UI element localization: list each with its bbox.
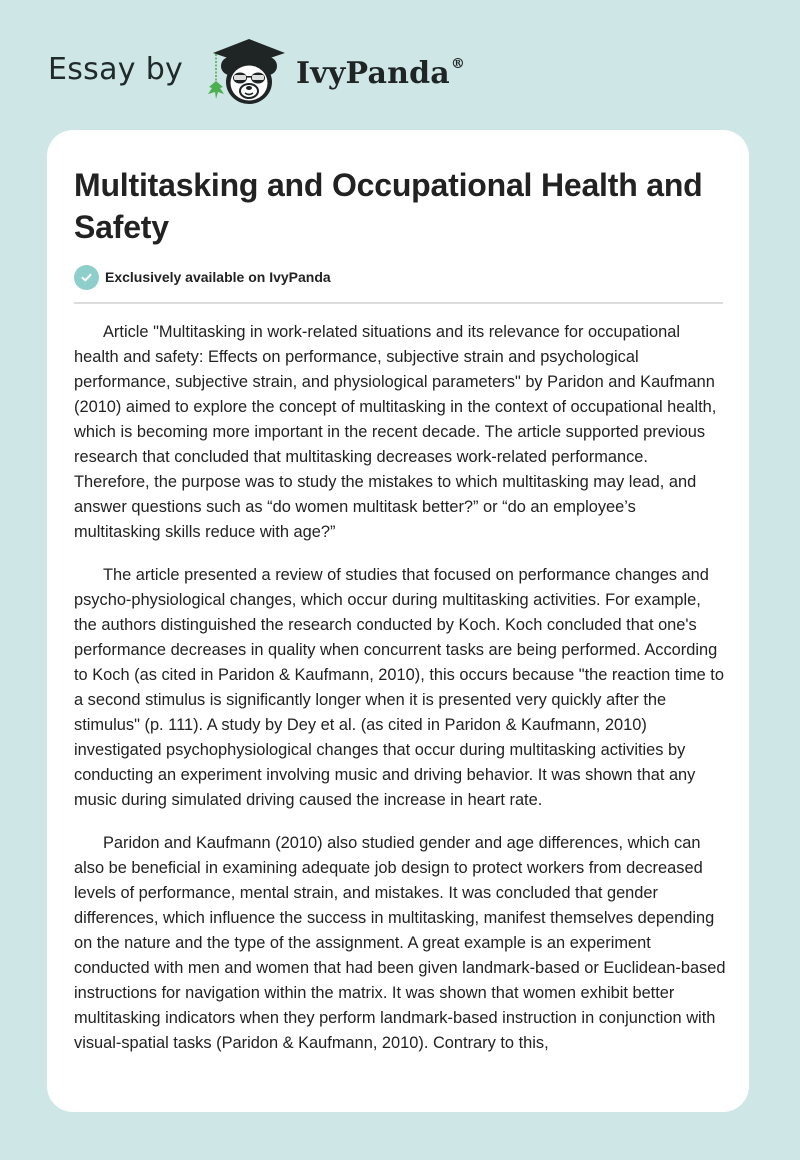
paragraph: Paridon and Kaufmann (2010) also studied gender and age differences, which can also be beneficial in examining adequate job design to protect workers from decreased levels of performance, mental strain, and mistakes. It was concluded that gender differences, which influence the success in multitasking, manifest themselves depending on the nature and the type of the assignment. A great example is an experiment conducted with men and women that had been given landmark-based or Euclidean-based instructions for navigation within the matrix. It was shown that women exhibit better multitasking indicators when they perform landmark-based instruction in conjunction with visual-spatial tasks (Paridon & Kaufmann, 2010). Contrary to this, — [74, 834, 726, 1052]
paragraph: Article "Multitasking in work-related situations and its relevance for occupational health and safety: Effects on performance, subjective strain and psychological performance, subjective strain, and physiological parameters" by Paridon and Kaufmann (2010) aimed to explore the concept of multitasking in the context of occupational health, which is becoming more important in the recent decade. The article supported previous research that concluded that multitasking decreases work-related performance. Therefore, the purpose was to study the mistakes to which multitasking may lead, and answer questions such as “do women multitask better?” or “do an employee’s multitasking skills reduce with age?” — [74, 323, 717, 541]
site-header — [0, 0, 800, 130]
essay-by-label: Essay by — [48, 52, 184, 87]
registered-mark: ® — [450, 56, 466, 72]
brand-logo-text[interactable] — [296, 56, 465, 91]
exclusive-badge — [74, 264, 331, 290]
exclusive-label: Exclusively available on IvyPanda — [105, 269, 331, 285]
check-circle-icon — [74, 265, 99, 290]
panda-graduate-icon[interactable] — [203, 36, 289, 108]
paragraph: The article presented a review of studies that focused on performance changes and psycho-physiological changes, which occur during multitasking activities. For example, the authors distinguished the research conducted by Koch. Koch concluded that one's performance decreases in quality when concurrent tasks are being performed. According to Koch (as cited in Paridon & Kaufmann, 2010), this occurs because "the reaction time to a second stimulus is significantly longer when it is presented very quickly after the stimulus" (p. 111). A study by Dey et al. (as cited in Paridon & Kaufmann, 2010) investigated psychophysiological changes that occur during multitasking activities by conducting an experiment involving music and driving behavior. It was shown that any music during simulated driving caused the increase in heart rate. — [74, 566, 724, 809]
brand-name: IvyPanda — [296, 56, 450, 91]
title-divider — [74, 302, 723, 304]
page-title: Multitasking and Occupational Health and Safety — [74, 167, 703, 245]
essay-card — [47, 130, 749, 1112]
essay-body — [74, 320, 726, 1074]
